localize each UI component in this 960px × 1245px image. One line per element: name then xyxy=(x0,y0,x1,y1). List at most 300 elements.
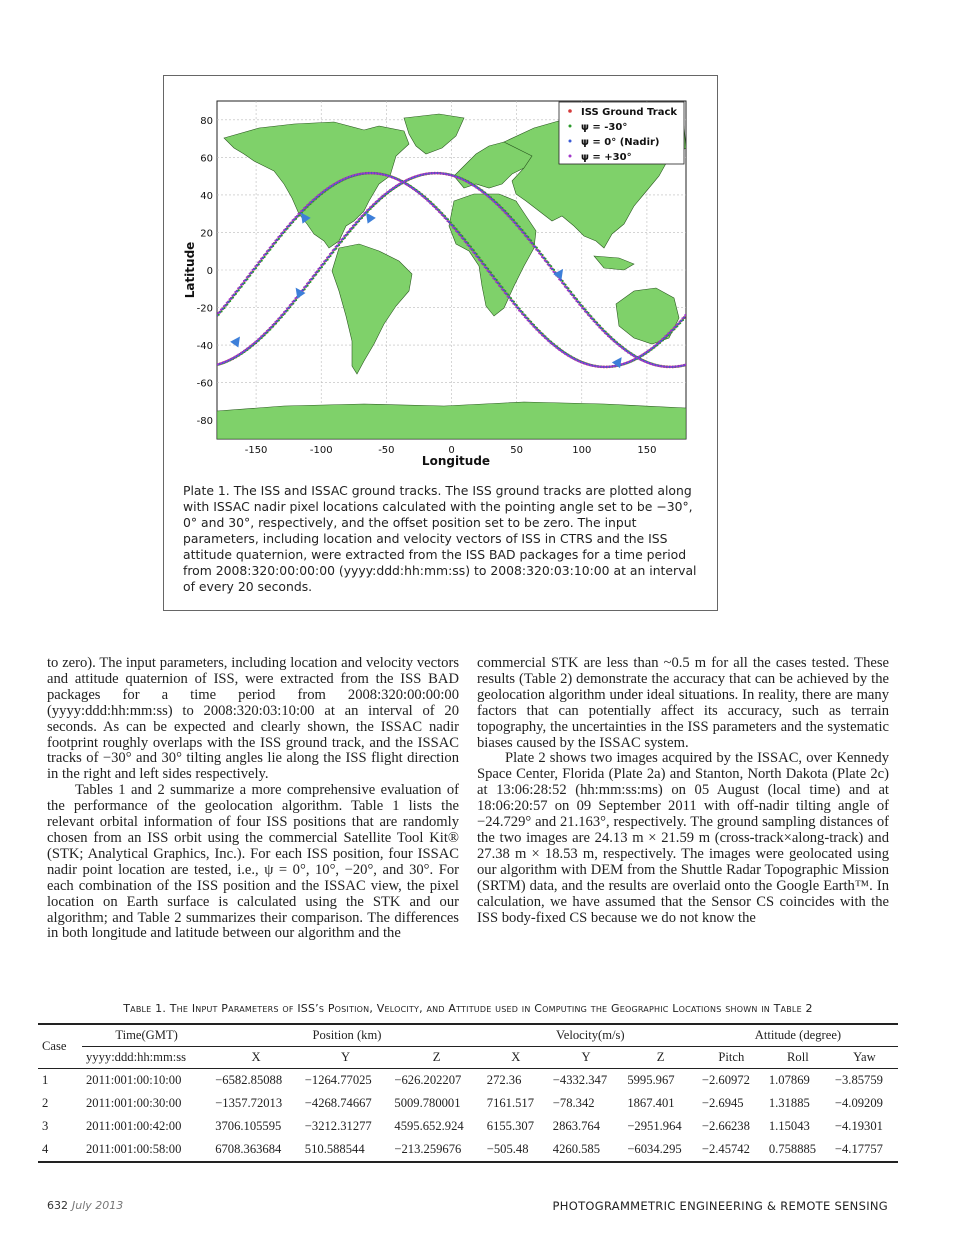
track-point xyxy=(240,284,242,286)
track-point xyxy=(216,314,218,316)
track-point xyxy=(595,365,597,367)
track-point xyxy=(386,191,388,193)
x-tick-label: 0 xyxy=(448,445,455,456)
table-cell: −1264.77025 xyxy=(304,1073,372,1087)
track-point xyxy=(320,264,322,266)
track-point xyxy=(501,288,503,290)
track-point xyxy=(352,174,354,176)
track-point xyxy=(303,207,305,209)
track-point xyxy=(621,347,623,349)
track-point xyxy=(292,219,294,221)
track-point xyxy=(332,249,334,251)
legend-entry-p30: ψ = +30° xyxy=(581,152,632,163)
track-point xyxy=(423,173,425,175)
table-cell: 2011:001:00:30:00 xyxy=(86,1096,182,1110)
track-point xyxy=(658,365,660,367)
track-point xyxy=(521,231,523,233)
track-point xyxy=(432,205,434,207)
track-point xyxy=(378,198,380,200)
track-point xyxy=(636,357,638,359)
y-tick-label: 80 xyxy=(200,115,213,127)
table-cell: −78.342 xyxy=(552,1096,595,1110)
track-point xyxy=(492,277,494,279)
track-point xyxy=(320,192,322,194)
track-point xyxy=(484,266,486,268)
table-row xyxy=(38,1115,898,1138)
paragraph-left-1: to zero). The input parameters, including location and velocity vectors and attitude quaternion of ISS, were extracted from the ISS BAD packages for a time period from 2008:320:00:00:00 (yyyy:ddd:hh:mm:ss) to 2008:320:03:10:00 at an interval of 20 seconds. As can be expected and clearly shown, the ISSAC nadir footprint roughly overlaps with the ISS ground track, and the ISSAC tracks of −30° and 30° tilting angles lie along the ISS flight direction in the right and left sides respectively. xyxy=(47,655,459,783)
track-point xyxy=(349,228,351,230)
track-point xyxy=(541,334,543,336)
track-point xyxy=(358,218,360,220)
page-footer-left xyxy=(47,1199,123,1212)
table-cell: 1867.401 xyxy=(627,1096,675,1110)
y-tick-label: -80 xyxy=(196,416,213,428)
track-point xyxy=(443,217,445,219)
track-point xyxy=(461,237,463,239)
track-point xyxy=(277,236,279,238)
table-cell: −3212.31277 xyxy=(304,1119,372,1133)
track-point xyxy=(237,287,239,289)
track-point xyxy=(572,296,574,298)
track-point xyxy=(624,349,626,351)
track-point xyxy=(340,239,342,241)
track-point xyxy=(667,332,669,334)
track-point xyxy=(375,201,377,203)
track-point xyxy=(650,363,652,365)
legend xyxy=(559,102,684,164)
track-point xyxy=(590,317,592,319)
track-point xyxy=(429,202,431,204)
track-point xyxy=(544,260,546,262)
track-point xyxy=(472,251,474,253)
table-cell: 1 xyxy=(42,1073,49,1087)
track-point xyxy=(358,173,360,175)
table-cell: −4.17757 xyxy=(831,1138,898,1162)
subheader-time: yyyy:ddd:hh:mm:ss xyxy=(82,1047,211,1069)
track-point xyxy=(409,186,411,188)
track-point xyxy=(670,330,672,332)
track-point xyxy=(541,256,543,258)
track-point xyxy=(633,358,635,360)
track-point xyxy=(283,311,285,313)
track-point xyxy=(306,283,308,285)
track-point xyxy=(624,362,626,364)
track-point xyxy=(389,176,391,178)
table-row xyxy=(38,1138,898,1162)
track-point xyxy=(492,200,494,202)
track-point xyxy=(309,279,311,281)
paragraph-right-2: Plate 2 shows two images acquired by the ISSAC, over Kennedy Space Center, Florida (Plate 2a) and Stanton, North Dakota (Plate 2c) at 13:06:28:52 (hh:mm:ss:ms) on 05 August (local time) and at 18:06:20:57 on 09 September 2011 with off-nadir tilting angle of −24.729° and 21.163°, respectively. The ground sampling distances of the two images are 24.13 m × 21.59 m (cross-track×along-track) and 27.38 m × 18.53 m, respectively. The images were geolocated using our algorithm with DEM from the Shuttle Radar Topographic Mission (SRTM) data, and the results are overlaid onto the Google Earth™. In calculation, we have assumed that the Sensor CS coincides with the ISS body-fixed CS because we do not know the xyxy=(477,750,889,926)
track-point xyxy=(455,176,457,178)
track-point xyxy=(664,335,666,337)
track-point xyxy=(607,335,609,337)
header-time: Time(GMT) xyxy=(82,1024,211,1047)
table-cell: −3.85759 xyxy=(834,1073,883,1087)
paragraph-left-2: Tables 1 and 2 summarize a more comprehensive evaluation of the performance of the geolocation algorithm. Table 1 lists the relevant orbital information of four ISS positions that are randomly chosen from an ISS orbit using the commercial Satellite Tool Kit® (STK; Analytical Graphics, Inc.). For each ISS position, four ISSAC nadir point location are tested, i.e., ψ = 0°, 10°, −20°, and 30°. For each combination of the ISS position and the ISSAC view, the pixel location on Earth surface is calculated using the STK and our algorithm; and Table 2 summarizes their comparison. The differences in both longitude and latitude between our algorithm and the xyxy=(47,782,459,942)
x-tick-label: -100 xyxy=(309,445,333,456)
track-point xyxy=(532,245,534,247)
track-point xyxy=(469,183,471,185)
track-point xyxy=(280,232,282,234)
antarctica-landmass xyxy=(217,402,686,439)
track-point xyxy=(343,235,345,237)
table-1-title: Table 1. The Input Parameters of ISS’s Position, Velocity, and Attitude used in Computing the Geographic Locations shown in Table 2 xyxy=(123,1002,813,1015)
track-point xyxy=(243,280,245,282)
track-point xyxy=(237,354,239,356)
track-point xyxy=(360,215,362,217)
y-tick-label: -60 xyxy=(196,378,213,390)
track-point xyxy=(676,365,678,367)
track-point xyxy=(521,313,523,315)
track-point xyxy=(337,180,339,182)
track-point xyxy=(337,242,339,244)
track-point xyxy=(484,193,486,195)
table-cell: 2863.764 xyxy=(552,1119,601,1133)
table-cell: −2951.964 xyxy=(627,1119,682,1133)
track-point xyxy=(398,183,400,185)
track-point xyxy=(610,365,612,367)
track-point xyxy=(673,366,675,368)
track-point xyxy=(558,349,560,351)
track-point xyxy=(349,175,351,177)
table-group-header-row xyxy=(38,1024,898,1047)
track-point xyxy=(478,188,480,190)
track-point xyxy=(449,174,451,176)
track-point xyxy=(346,232,348,234)
track-point xyxy=(286,308,288,310)
track-point xyxy=(326,187,328,189)
track-point xyxy=(449,223,451,225)
track-point xyxy=(458,177,460,179)
track-point xyxy=(263,254,265,256)
header-attitude: Attitude (degree) xyxy=(698,1024,898,1047)
track-point xyxy=(653,345,655,347)
track-point xyxy=(277,318,279,320)
table-sub-header-row xyxy=(38,1047,898,1069)
track-point xyxy=(679,320,681,322)
x-tick-label: 50 xyxy=(510,445,524,456)
table-cell: 5009.780001 xyxy=(394,1096,461,1110)
track-point xyxy=(280,314,282,316)
track-point xyxy=(315,271,317,273)
track-point xyxy=(578,303,580,305)
track-point xyxy=(226,302,228,304)
track-point xyxy=(507,295,509,297)
subheader-pitch: Pitch xyxy=(698,1047,765,1069)
track-point xyxy=(435,208,437,210)
table-cell: 4595.652.924 xyxy=(394,1119,464,1133)
track-point xyxy=(217,363,219,365)
track-point xyxy=(220,309,222,311)
track-point xyxy=(504,292,506,294)
track-point xyxy=(355,174,357,176)
track-point xyxy=(547,263,549,265)
track-point xyxy=(604,332,606,334)
x-tick-label: 150 xyxy=(637,445,657,456)
track-point xyxy=(254,265,256,267)
track-point xyxy=(375,172,377,174)
track-point xyxy=(489,198,491,200)
subheader-pos-z: Z xyxy=(390,1047,482,1069)
track-point xyxy=(641,353,643,355)
track-point xyxy=(380,173,382,175)
track-point xyxy=(274,321,276,323)
table-1 xyxy=(38,1023,898,1163)
track-point xyxy=(401,181,403,183)
track-point xyxy=(495,281,497,283)
page-number: 632 xyxy=(47,1199,68,1212)
track-point xyxy=(343,178,345,180)
track-point xyxy=(294,216,296,218)
track-point xyxy=(644,361,646,363)
track-point xyxy=(286,226,288,228)
track-point xyxy=(329,253,331,255)
table-cell: 2011:001:00:42:00 xyxy=(86,1119,182,1133)
track-point xyxy=(435,172,437,174)
table-cell: 6155.307 xyxy=(486,1119,534,1133)
track-point xyxy=(251,269,253,271)
y-tick-label: 40 xyxy=(200,190,213,202)
legend-marker-p30 xyxy=(569,155,572,158)
track-point xyxy=(335,182,337,184)
track-point xyxy=(246,348,248,350)
subheader-pos-y: Y xyxy=(301,1047,391,1069)
track-point xyxy=(392,187,394,189)
track-point xyxy=(392,177,394,179)
track-point xyxy=(501,209,503,211)
table-cell: −4.09209 xyxy=(834,1096,883,1110)
track-point xyxy=(593,365,595,367)
track-point xyxy=(369,206,371,208)
header-velocity: Velocity(m/s) xyxy=(483,1024,698,1047)
track-point xyxy=(638,355,640,357)
table-cell: −2.66238 xyxy=(701,1119,750,1133)
track-point xyxy=(627,361,629,363)
track-point xyxy=(455,230,457,232)
track-point xyxy=(294,297,296,299)
track-point xyxy=(346,176,348,178)
track-point xyxy=(673,327,675,329)
track-point xyxy=(452,227,454,229)
track-point xyxy=(481,262,483,264)
track-point xyxy=(429,172,431,174)
track-point xyxy=(575,300,577,302)
track-point xyxy=(524,316,526,318)
legend-marker-nadir xyxy=(569,140,572,143)
track-point xyxy=(389,189,391,191)
track-point xyxy=(561,351,563,353)
track-point xyxy=(587,314,589,316)
track-point xyxy=(584,363,586,365)
track-point xyxy=(421,173,423,175)
track-point xyxy=(564,286,566,288)
track-point xyxy=(486,195,488,197)
track-point xyxy=(676,324,678,326)
track-point xyxy=(509,218,511,220)
track-point xyxy=(555,347,557,349)
subheader-pos-x: X xyxy=(211,1047,301,1069)
track-point xyxy=(340,179,342,181)
track-point xyxy=(243,350,245,352)
subheader-vel-z: Z xyxy=(623,1047,698,1069)
track-point xyxy=(598,366,600,368)
track-point xyxy=(418,192,420,194)
track-point xyxy=(326,257,328,259)
track-point xyxy=(363,212,365,214)
track-point xyxy=(604,366,606,368)
table-cell: 6708.363684 xyxy=(211,1138,301,1162)
track-point xyxy=(509,299,511,301)
y-tick-label: -20 xyxy=(196,303,213,315)
track-point xyxy=(415,190,417,192)
track-point xyxy=(403,180,405,182)
track-point xyxy=(360,173,362,175)
table-cell: −2.60972 xyxy=(701,1073,750,1087)
table-cell: 4 xyxy=(38,1138,82,1162)
track-point xyxy=(226,360,228,362)
legend-entry-m30: ψ = -30° xyxy=(581,122,628,133)
track-point xyxy=(260,258,262,260)
track-point xyxy=(403,182,405,184)
track-point xyxy=(550,342,552,344)
track-point xyxy=(231,295,233,297)
y-axis-label: Latitude xyxy=(183,241,197,299)
track-point xyxy=(372,203,374,205)
track-point xyxy=(418,174,420,176)
track-point xyxy=(664,366,666,368)
track-point xyxy=(317,268,319,270)
table-cell: −1357.72013 xyxy=(215,1096,283,1110)
track-point xyxy=(266,330,268,332)
track-point xyxy=(532,325,534,327)
track-point xyxy=(229,358,231,360)
track-point xyxy=(527,319,529,321)
track-point xyxy=(650,347,652,349)
track-point xyxy=(269,247,271,249)
track-point xyxy=(272,324,274,326)
track-point xyxy=(283,229,285,231)
track-point xyxy=(647,350,649,352)
track-point xyxy=(638,358,640,360)
track-point xyxy=(515,224,517,226)
subheader-vel-x: X xyxy=(483,1047,549,1069)
issue-date: July 2013 xyxy=(72,1199,124,1212)
track-point xyxy=(486,270,488,272)
track-point xyxy=(464,180,466,182)
track-point xyxy=(254,341,256,343)
track-point xyxy=(641,360,643,362)
y-tick-label: 20 xyxy=(200,228,213,240)
track-point xyxy=(446,220,448,222)
track-point xyxy=(590,364,592,366)
table-cell: 2011:001:00:10:00 xyxy=(86,1073,182,1087)
table-cell: −213.259676 xyxy=(390,1138,482,1162)
track-point xyxy=(575,359,577,361)
table-cell: −4332.347 xyxy=(552,1073,608,1087)
subheader-vel-y: Y xyxy=(549,1047,624,1069)
track-point xyxy=(432,172,434,174)
track-point xyxy=(469,248,471,250)
y-tick-label: -40 xyxy=(196,341,213,353)
track-point xyxy=(598,326,600,328)
track-point xyxy=(587,364,589,366)
track-point xyxy=(372,172,374,174)
track-point xyxy=(478,259,480,261)
track-point xyxy=(426,172,428,174)
track-point xyxy=(234,355,236,357)
track-point xyxy=(355,222,357,224)
track-point xyxy=(272,243,274,245)
track-point xyxy=(323,260,325,262)
track-point xyxy=(366,172,368,174)
track-point xyxy=(495,203,497,205)
track-point xyxy=(524,234,526,236)
track-point xyxy=(249,273,251,275)
track-point xyxy=(312,199,314,201)
y-tick-label: 0 xyxy=(206,266,213,277)
track-point xyxy=(441,172,443,174)
track-point xyxy=(223,361,225,363)
track-point xyxy=(498,285,500,287)
track-point xyxy=(441,214,443,216)
track-point xyxy=(481,191,483,193)
track-point xyxy=(584,310,586,312)
track-point xyxy=(661,365,663,367)
track-point xyxy=(369,172,371,174)
track-point xyxy=(547,339,549,341)
track-point xyxy=(452,175,454,177)
track-point xyxy=(567,289,569,291)
track-point xyxy=(529,241,531,243)
track-point xyxy=(438,211,440,213)
track-point xyxy=(257,338,259,340)
track-point xyxy=(630,353,632,355)
track-point xyxy=(312,275,314,277)
track-point xyxy=(621,363,623,365)
track-point xyxy=(656,343,658,345)
track-point xyxy=(458,233,460,235)
track-point xyxy=(518,227,520,229)
table-cell: −6034.295 xyxy=(623,1138,698,1162)
legend-entry-nadir: ψ = 0° (Nadir) xyxy=(581,137,660,148)
track-point xyxy=(615,343,617,345)
track-point xyxy=(630,360,632,362)
track-point xyxy=(570,293,572,295)
track-point xyxy=(518,309,520,311)
track-point xyxy=(292,301,294,303)
table-cell: 510.588544 xyxy=(301,1138,391,1162)
track-point xyxy=(610,338,612,340)
track-point xyxy=(223,305,225,307)
track-point xyxy=(332,184,334,186)
track-point xyxy=(306,204,308,206)
track-point xyxy=(564,353,566,355)
track-point xyxy=(681,364,683,366)
track-point xyxy=(581,307,583,309)
track-point xyxy=(538,252,540,254)
track-point xyxy=(550,267,552,269)
track-point xyxy=(329,185,331,187)
table-cell: −4268.74667 xyxy=(304,1096,372,1110)
table-cell: 7161.517 xyxy=(486,1096,534,1110)
table-row xyxy=(38,1092,898,1115)
track-point xyxy=(670,366,672,368)
figure-plate-1 xyxy=(163,75,718,611)
track-point xyxy=(246,276,248,278)
track-point xyxy=(406,184,408,186)
track-point xyxy=(593,320,595,322)
track-point xyxy=(229,298,231,300)
